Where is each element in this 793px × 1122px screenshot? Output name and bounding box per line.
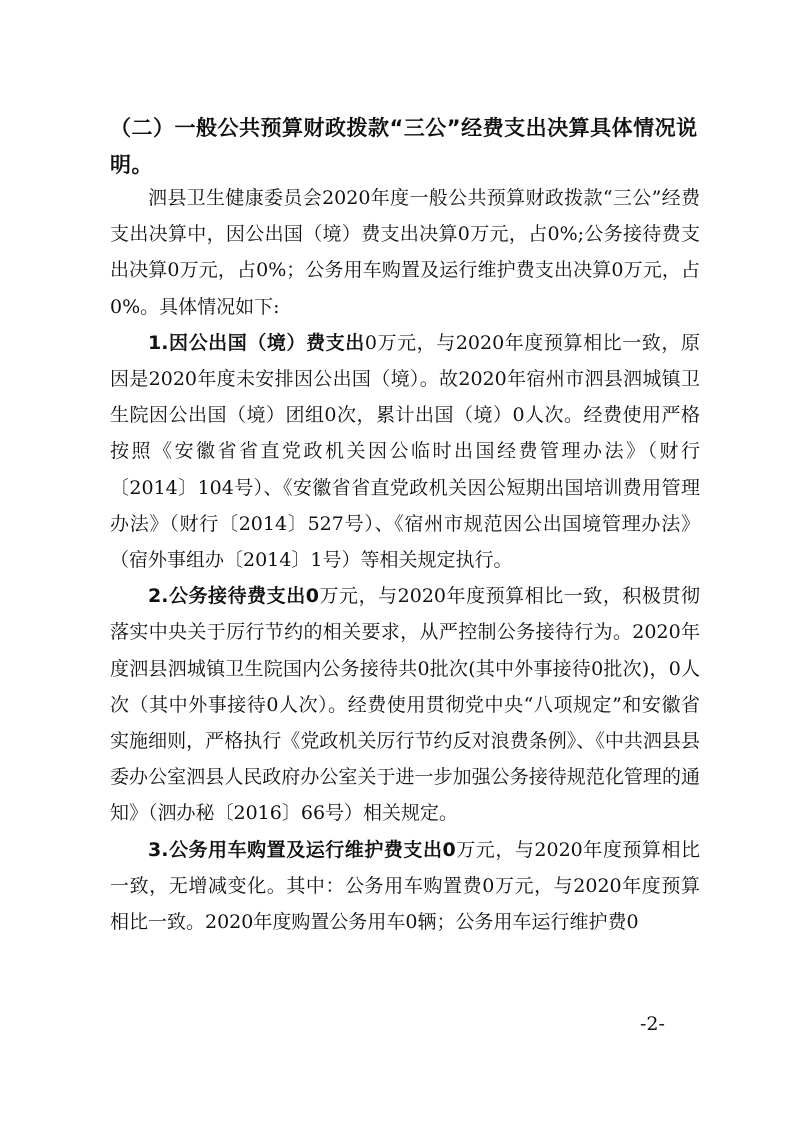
document-body [110, 180, 700, 940]
intro-text: 泗县卫生健康委员会2020年度一般公共预算财政拨款“三公”经费支出决算中，因公出国（境）费支出决算0万元，占0%;公务接待费支出决算0万元，占0%；公务用车购置及运行维护费支出决算0万元，占0%。具体情况如下: [110, 187, 700, 318]
section-heading: （二）一般公共预算财政拨款“三公”经费支出决算具体情况说明。 [110, 116, 698, 177]
item-3-paragraph [110, 832, 700, 941]
item-1-label: 1.因公出国（境）费支出 [148, 331, 365, 354]
item-1-paragraph [110, 325, 700, 578]
intro-paragraph [110, 180, 700, 325]
item-1-text: 0万元，与2020年度预算相比一致，原因是2020年度未安排因公出国（境）。故2020年宿州市泗县泗城镇卫生院因公出国（境）团组0次，累计出国（境）0人次。经费使用严格按照《安徽省省直党政机关因公临时出国经费管理办法》（财行〔2014〕104号）、《安徽省省直党政机关因公短期出国培训费用管理办法》（财行〔2014〕527号）、《宿州市规范因公出国境管理办法》（宿外事组办〔2014〕1号）等相关规定执行。 [110, 331, 700, 572]
page-number: -2- [640, 1013, 665, 1035]
item-3-label: 3.公务用车购置及运行维护费支出0 [148, 838, 456, 861]
item-3-text: 万元，与2020年度预算相比一致，无增减变化。其中：公务用车购置费0万元，与2020年度预算相比一致。2020年度购置公务用车0辆；公务用车运行维护费0 [110, 838, 700, 934]
item-2-label: 2.公务接待费支出0 [148, 585, 319, 608]
item-2-paragraph [110, 578, 700, 831]
item-2-text: 万元，与2020年度预算相比一致，积极贯彻落实中央关于厉行节约的相关要求，从严控制公务接待行为。2020年度泗县泗城镇卫生院国内公务接待共0批次(其中外事接待0批次)，0人次（其中外事接待0人次）。经费使用贯彻党中央“八项规定”和安徽省实施细则，严格执行《党政机关厉行节约反对浪费条例》、《中共泗县县委办公室泗县人民政府办公室关于进一步加强公务接待规范化管理的通知》（泗办秘〔2016〕66号）相关规定。 [110, 585, 700, 825]
